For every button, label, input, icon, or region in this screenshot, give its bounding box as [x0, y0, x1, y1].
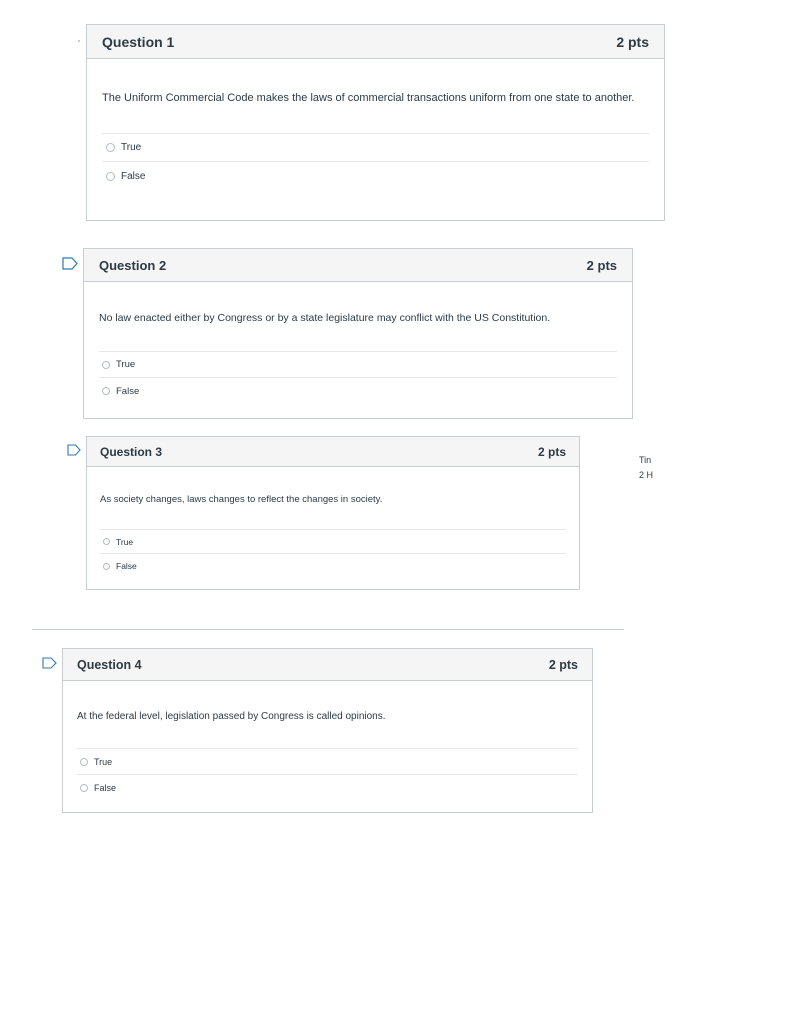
answer-false[interactable]	[99, 378, 617, 404]
flag-icon[interactable]	[42, 657, 57, 669]
question-text: The Uniform Commercial Code makes the laws of commercial transactions uniform from one state to another.	[102, 92, 635, 104]
question-4	[62, 648, 593, 813]
radio-empty-icon[interactable]	[80, 784, 88, 792]
answer-list	[77, 748, 578, 801]
question-body	[63, 681, 592, 801]
question-text: No law enacted either by Congress or by a state legislature may conflict with the US Constitution.	[99, 312, 551, 324]
answer-false[interactable]	[100, 554, 566, 578]
answer-label: False	[94, 783, 117, 793]
answer-label: False	[116, 561, 137, 571]
question-points: 2 pts	[537, 444, 566, 459]
question-1	[86, 24, 665, 221]
radio-empty-icon[interactable]	[106, 143, 115, 152]
question-title: Question 3	[100, 444, 163, 459]
question-points: 2 pts	[586, 257, 617, 273]
radio-empty-icon[interactable]	[102, 361, 110, 369]
answer-label: False	[116, 385, 140, 397]
question-text: At the federal level, legislation passed by Congress is called opinions.	[77, 711, 386, 722]
dot-marker	[78, 40, 80, 42]
answer-list	[100, 529, 566, 578]
question-2	[83, 248, 633, 419]
answer-label: True	[94, 756, 113, 767]
answer-false[interactable]	[77, 775, 578, 801]
radio-empty-icon[interactable]	[106, 172, 115, 181]
flag-icon[interactable]	[62, 257, 78, 270]
answer-true[interactable]	[100, 530, 566, 554]
radio-empty-icon[interactable]	[103, 563, 110, 570]
answer-true[interactable]	[99, 352, 617, 378]
question-body	[87, 59, 664, 190]
section-divider	[32, 629, 624, 630]
question-header	[87, 25, 664, 59]
question-header	[63, 649, 592, 681]
question-body	[87, 467, 579, 578]
answer-label: True	[116, 359, 136, 370]
question-text: As society changes, laws changes to reflect the changes in society.	[100, 494, 383, 505]
question-header	[87, 437, 579, 467]
radio-empty-icon[interactable]	[102, 387, 110, 395]
question-points: 2 pts	[548, 657, 578, 672]
question-points: 2 pts	[616, 33, 649, 50]
answer-label: True	[121, 142, 142, 153]
answer-label: True	[116, 536, 134, 547]
answer-list	[99, 351, 617, 404]
answer-label: False	[121, 170, 146, 182]
question-title: Question 1	[102, 33, 175, 50]
radio-empty-icon[interactable]	[80, 758, 88, 766]
time-value: 2 H	[639, 470, 654, 480]
question-body	[84, 282, 632, 404]
answer-true[interactable]	[102, 134, 649, 162]
radio-empty-icon[interactable]	[103, 538, 110, 545]
time-label: Tin	[639, 455, 652, 465]
question-header	[84, 249, 632, 282]
flag-icon[interactable]	[67, 444, 81, 456]
answer-false[interactable]	[102, 162, 649, 190]
question-title: Question 4	[77, 657, 142, 672]
answer-true[interactable]	[77, 749, 578, 775]
question-3	[86, 436, 580, 590]
answer-list	[102, 133, 649, 190]
question-title: Question 2	[99, 257, 167, 273]
